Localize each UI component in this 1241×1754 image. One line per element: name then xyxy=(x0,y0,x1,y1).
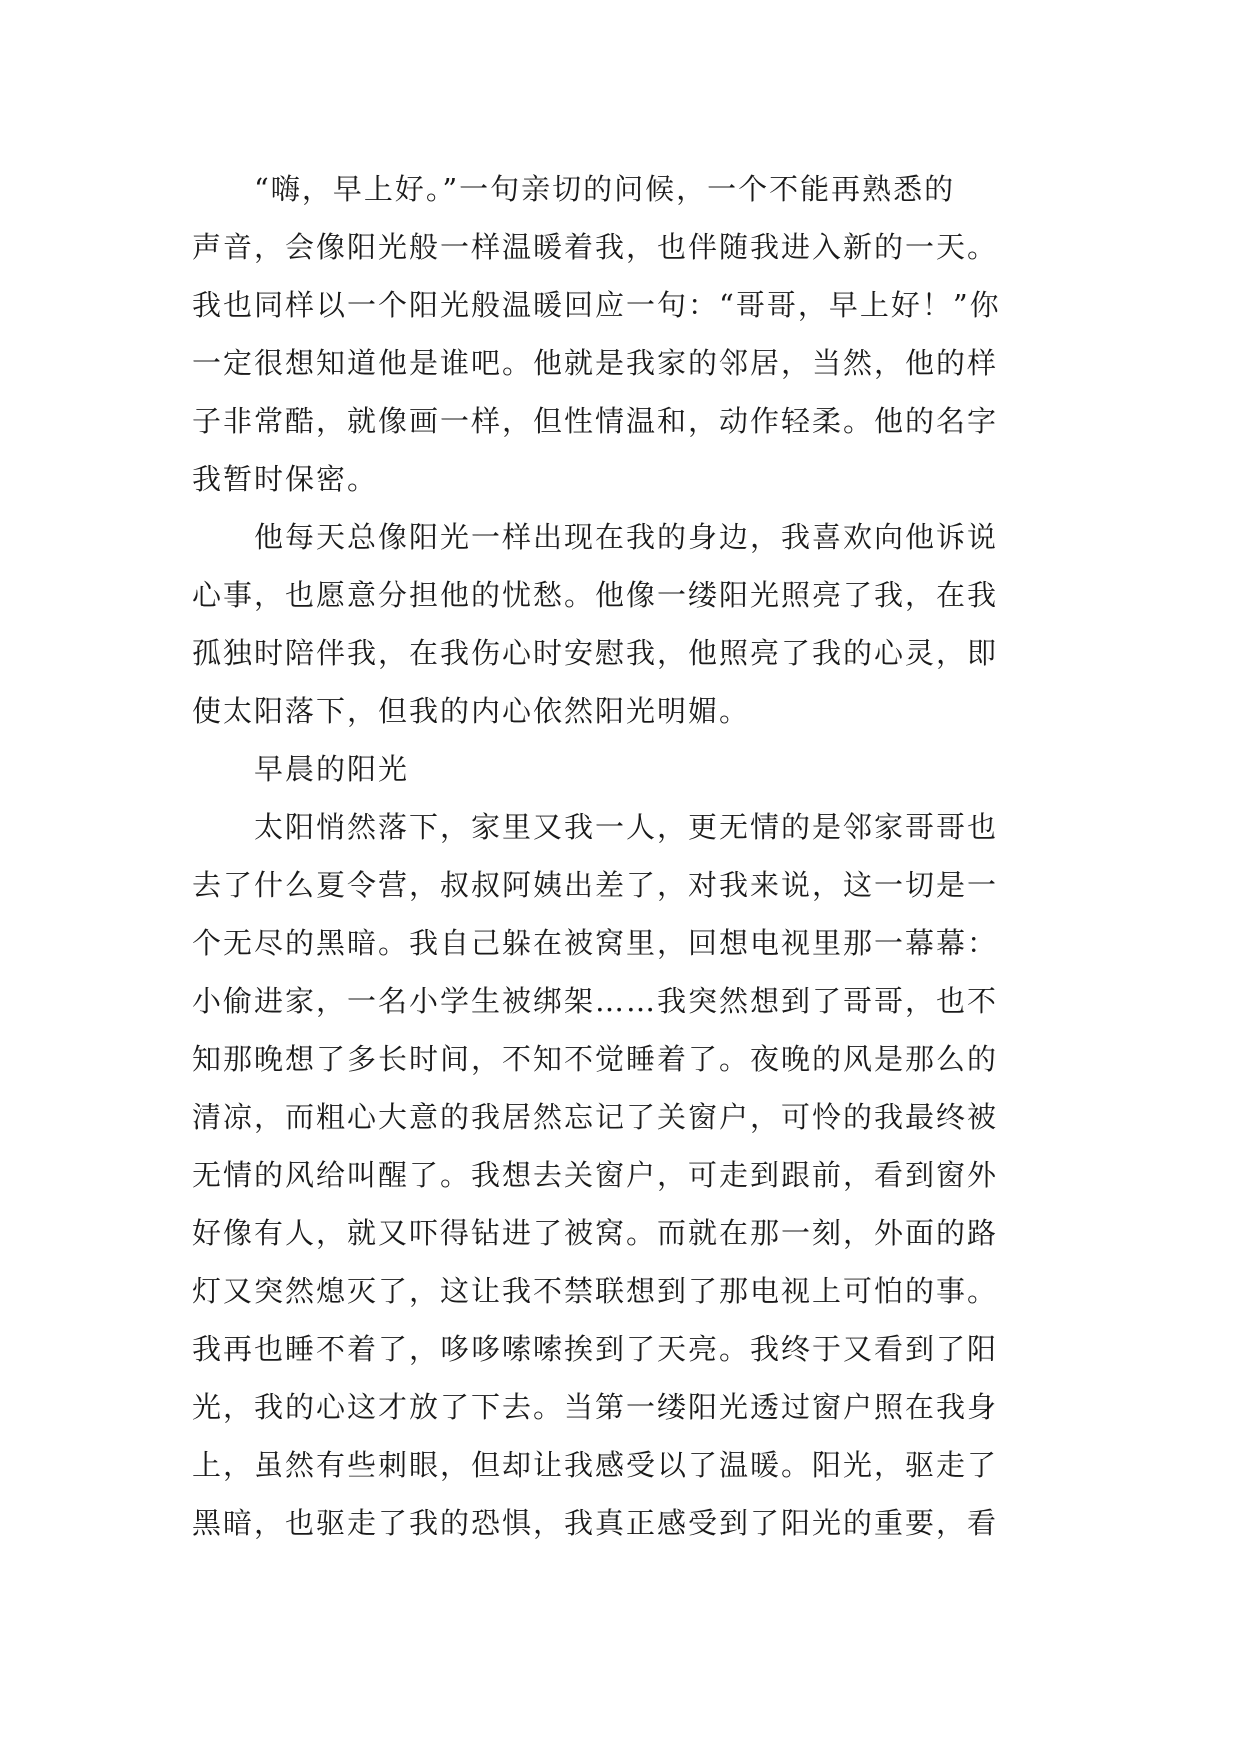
text-line: 使太阳落下，但我的内心依然阳光明媚。 xyxy=(192,694,751,728)
text-line: 子非常酷，就像画一样，但性情温和，动作轻柔。他的名字 xyxy=(192,404,999,438)
text-line: 个无尽的黑暗。我自己躲在被窝里，回想电视里那一幕幕： xyxy=(192,926,999,960)
text-line: 黑暗，也驱走了我的恐惧，我真正感受到了阳光的重要，看 xyxy=(192,1506,999,1540)
text-line: 太阳悄然落下，家里又我一人，更无情的是邻家哥哥也 xyxy=(254,810,999,844)
text-line: 灯又突然熄灭了，这让我不禁联想到了那电视上可怕的事。 xyxy=(192,1274,999,1308)
text-line: 清凉，而粗心大意的我居然忘记了关窗户，可怜的我最终被 xyxy=(192,1100,999,1134)
text-line: 上，虽然有些刺眼，但却让我感受以了温暖。阳光，驱走了 xyxy=(192,1448,999,1482)
text-line: 我再也睡不着了，哆哆嗦嗦挨到了天亮。我终于又看到了阳 xyxy=(192,1332,999,1366)
text-line: 声音，会像阳光般一样温暖着我，也伴随我进入新的一天。 xyxy=(192,230,999,264)
text-line: 他每天总像阳光一样出现在我的身边，我喜欢向他诉说 xyxy=(254,520,999,554)
body-text xyxy=(192,160,1072,1552)
text-line: 知那晚想了多长时间，不知不觉睡着了。夜晚的风是那么的 xyxy=(192,1042,999,1076)
text-line: 心事，也愿意分担他的忧愁。他像一缕阳光照亮了我，在我 xyxy=(192,578,999,612)
text-line: 小偷进家，一名小学生被绑架……我突然想到了哥哥，也不 xyxy=(192,984,999,1018)
text-line: 我也同样以一个阳光般温暖回应一句：“哥哥，早上好！”你 xyxy=(192,288,1001,322)
text-line: 光，我的心这才放了下去。当第一缕阳光透过窗户照在我身 xyxy=(192,1390,999,1424)
text-line: 好像有人，就又吓得钻进了被窝。而就在那一刻，外面的路 xyxy=(192,1216,999,1250)
text-line: 我暂时保密。 xyxy=(192,462,379,496)
text-line: 无情的风给叫醒了。我想去关窗户，可走到跟前，看到窗外 xyxy=(192,1158,999,1192)
section-heading: 早晨的阳光 xyxy=(254,752,410,786)
text-line: 孤独时陪伴我，在我伤心时安慰我，他照亮了我的心灵，即 xyxy=(192,636,999,670)
text-line: 一定很想知道他是谁吧。他就是我家的邻居，当然，他的样 xyxy=(192,346,999,380)
text-line: 去了什么夏令营，叔叔阿姨出差了，对我来说，这一切是一 xyxy=(192,868,999,902)
text-line: “嗨，早上好。”一句亲切的问候，一个不能再熟悉的 xyxy=(254,172,956,206)
